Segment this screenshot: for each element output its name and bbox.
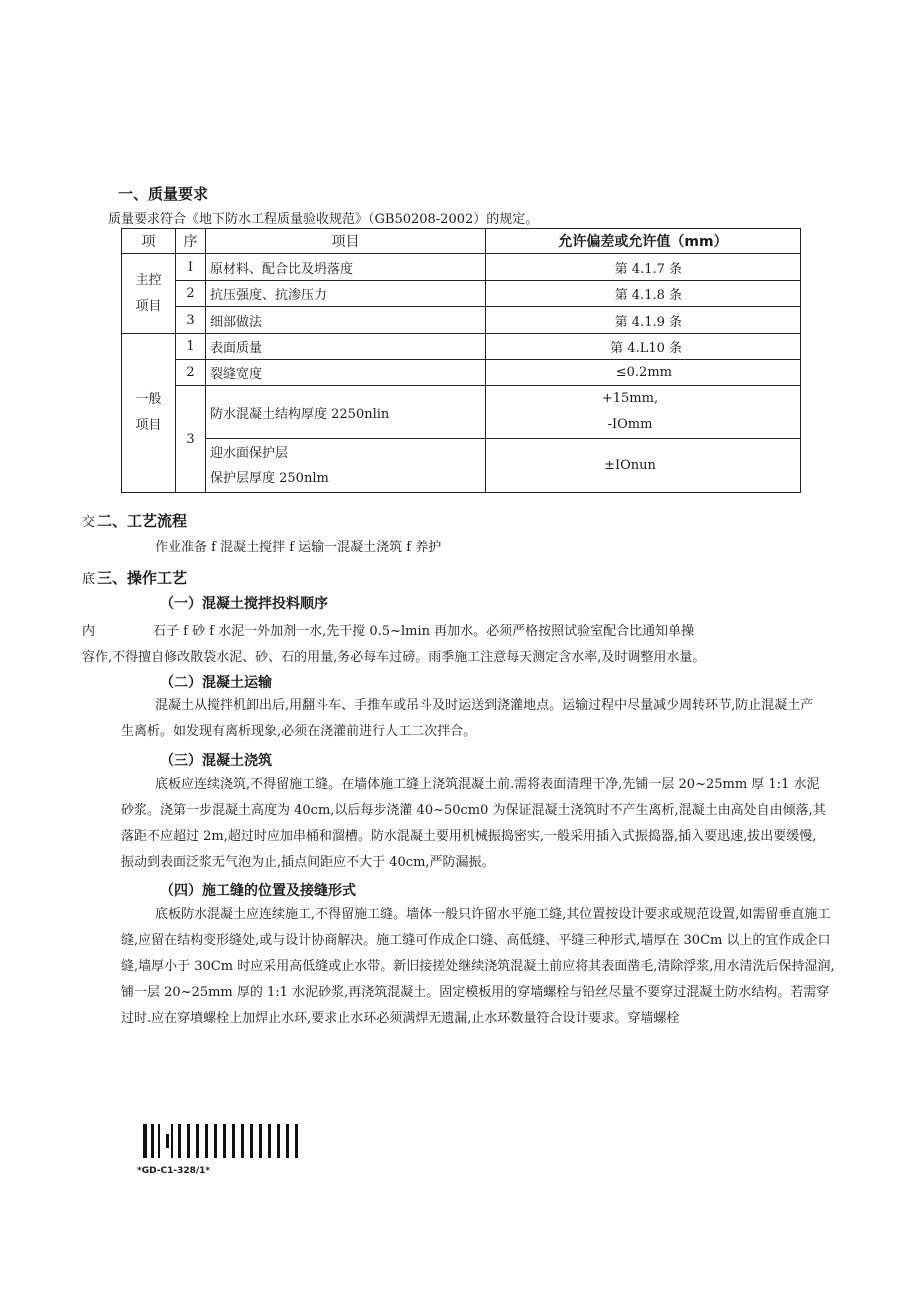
table-row bbox=[122, 439, 801, 493]
table-row bbox=[122, 254, 801, 281]
group-main-control: 主控 项目 bbox=[122, 254, 176, 334]
section2-heading: 二、工艺流程 bbox=[97, 512, 188, 530]
quality-table bbox=[121, 228, 801, 493]
header-item: 项目 bbox=[206, 229, 486, 254]
row-value: ≤0.2mm bbox=[486, 360, 801, 386]
row-no: 2 bbox=[176, 360, 206, 386]
row-item bbox=[206, 439, 486, 493]
row-no: 3 bbox=[176, 386, 206, 493]
subsection-mixing-title: （一）混凝土搅拌投料顺序 bbox=[160, 596, 328, 612]
section3-heading: 三、操作工艺 bbox=[97, 569, 188, 587]
table-row bbox=[122, 360, 801, 386]
subsection-transport-title: （二）混凝土运输 bbox=[160, 675, 272, 691]
subsection-pouring-title: （三）混凝土浇筑 bbox=[160, 753, 272, 769]
group-general: 一般 项目 bbox=[122, 334, 176, 493]
row-no: 1 bbox=[176, 334, 206, 360]
subsection-joint-title: （四）施工缝的位置及接缝形式 bbox=[160, 883, 356, 899]
row-item: 抗压强度、抗渗压力 bbox=[206, 281, 486, 307]
pouring-text: 底板应连续浇筑,不得留施工缝。在墙体施工缝上浇筑混凝土前.需将表面清理干净,先铺一层 20~25mm 厚 1:1 水泥砂浆。浇第一步混凝土高度为 40cm,以后每步浇灌 40~50cm0 为保证混凝土浇筑时不产生离析,混凝土由高处自由倾落,其落距不应超过 2m,超过时应加串桶和溜槽。防水混凝土要用机械振捣密实,一般采用插入式振捣器,插入要迅速,拔出要缓慢,振动到表面泛浆无气泡为止,插点间距应不大于 40cm,严防漏振。 bbox=[121, 777, 826, 870]
row-value: ±IOnun bbox=[486, 439, 801, 493]
table-row bbox=[122, 307, 801, 334]
row-no: 3 bbox=[176, 307, 206, 334]
header-seq: 序 bbox=[176, 229, 206, 254]
row-item: 防水混凝土结构厚度 2250nlin bbox=[206, 386, 486, 439]
row-no: I bbox=[176, 254, 206, 281]
section1-heading: 一、质量要求 bbox=[118, 185, 209, 203]
table-row bbox=[122, 334, 801, 360]
row-value: 第 4.L10 条 bbox=[486, 334, 801, 360]
mixing-text-line2: 容作,不得擅自修改散袋水泥、砂、石的用量,务必每车过磅。雨季施工注意每天测定含水率,及时调整用水量。 bbox=[82, 650, 706, 665]
row-value bbox=[486, 386, 801, 439]
mixing-text-line1: 石子 f 砂 f 水泥一外加剂一水,先干搅 0.5~lmin 再加水。必须严格按照试验室配合比通知单操 bbox=[153, 624, 695, 639]
row-value: 第 4.1.7 条 bbox=[486, 254, 801, 281]
row-value: 第 4.1.8 条 bbox=[486, 281, 801, 307]
process-flow: 作业准备 f 混凝土搅拌 f 运输一混凝土浇筑 f 养护 bbox=[155, 540, 442, 555]
item-line: 保护层厚度 250nlm bbox=[210, 470, 329, 486]
row-item: 表面质量 bbox=[206, 334, 486, 360]
table-header-row bbox=[122, 229, 801, 254]
table-row bbox=[122, 386, 801, 439]
margin-char: 内 bbox=[82, 624, 96, 639]
margin-char: 交 bbox=[82, 515, 96, 530]
value-minus: -IOmm bbox=[607, 417, 653, 432]
item-line: 迎水面保护层 bbox=[210, 445, 289, 461]
header-tolerance: 允许偏差或允许值（mm） bbox=[486, 229, 801, 254]
row-item: 原材料、配合比及坍落度 bbox=[206, 254, 486, 281]
barcode-text: *GD-C1-328/1* bbox=[137, 1166, 211, 1176]
header-item-group: 项 bbox=[122, 229, 176, 254]
value-plus: +15mm, bbox=[601, 391, 659, 406]
row-item: 裂缝宽度 bbox=[206, 360, 486, 386]
row-value: 第 4.1.9 条 bbox=[486, 307, 801, 334]
joint-text: 底板防水混凝土应连续施工,不得留施工缝。墙体一般只许留水平施工缝,其位置按设计要求或规范设置,如需留垂直施工缝,应留在结构变形缝处,或与设计协商解决。施工缝可作成企口缝、高低缝、平缝三种形式,墙厚在 30Cm 以上的宜作成企口缝,墙厚小于 30Cm 时应采用高低缝或止水带。新旧接搓处继续浇筑混凝土前应将其表面凿毛,清除浮浆,用水清洗后保持湿润,铺一层 20~25mm 厚的 1:1 水泥砂浆,再浇筑混凝土。固定模板用的穿墙螺栓与铅丝尽量不要穿过混凝土防水结构。若需穿过时.应在穿墳螺栓上加焊止水环,要求止水环必须满焊无遗漏,止水环数量符合设计要求。穿墙螺栓 bbox=[121, 907, 835, 1026]
section1-intro: 质量要求符合《地下防水工程质量验收规范》（GB50208-2002）的规定。 bbox=[108, 212, 539, 227]
table-row bbox=[122, 281, 801, 307]
transport-text: 混凝土从搅拌机卸出后,用翻斗车、手推车或吊斗及时运送到浇灌地点。运输过程中尽量减少周转环节,防止混凝土产生离析。如发现有离析现象,必须在浇灌前进行人工二次拌合。 bbox=[121, 698, 814, 739]
margin-char: 底 bbox=[82, 572, 96, 587]
row-no: 2 bbox=[176, 281, 206, 307]
barcode-graphic bbox=[143, 1124, 298, 1158]
row-item: 细部做法 bbox=[206, 307, 486, 334]
